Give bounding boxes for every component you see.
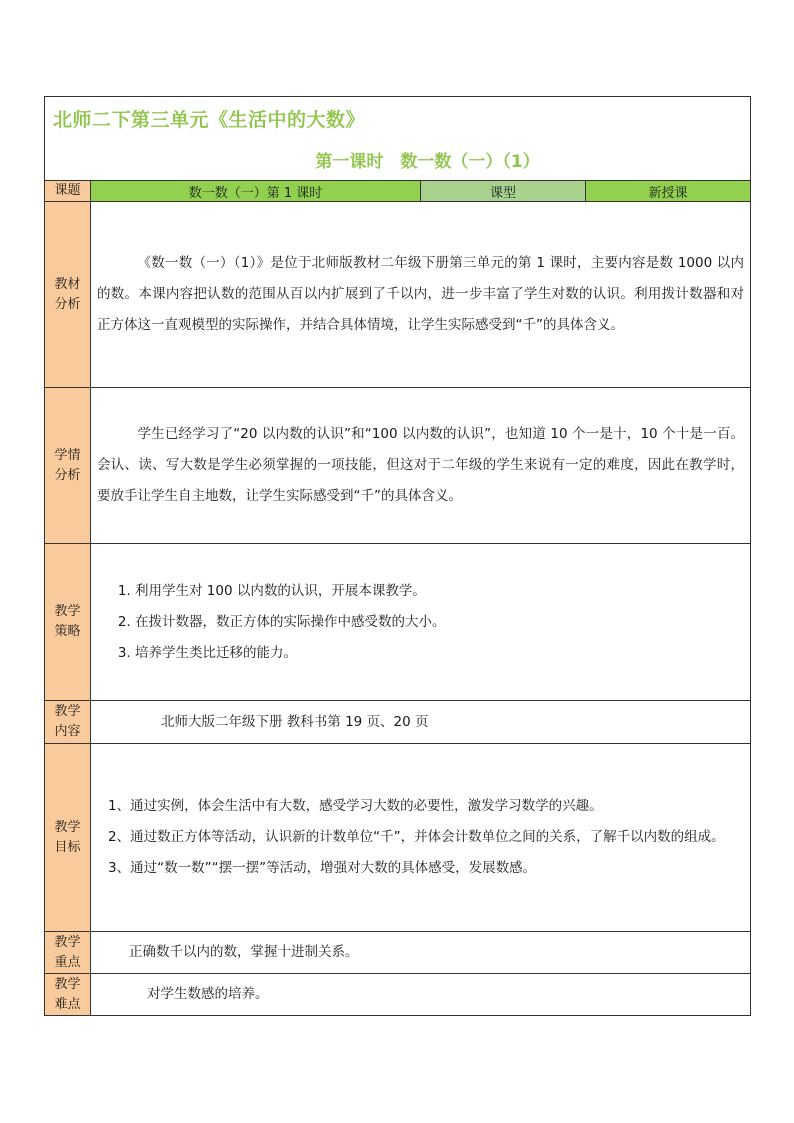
content-text: 北师大版二年级下册 教科书第 19 页、20 页: [161, 713, 429, 730]
strategy-label: 教学 策略: [45, 544, 91, 701]
focus-content: [91, 932, 751, 974]
strategy-row: [45, 544, 751, 701]
type-value: 新授课: [586, 181, 751, 202]
difficulty-row: [45, 974, 751, 1016]
learner-text: 学生已经学习了“20 以内数的认识”和“100 以内数的认识”，也知道 10 个一是十，10 个十是一百。会认、读、写大数是学生必须掌握的一项技能，但这对于二年级的学生来说有一定的难度，因此在教学时，要放手让学生自主地数，让学生实际感受到“千”的具体含义。: [97, 426, 744, 504]
title-block: [45, 97, 751, 181]
type-label: 课型: [421, 181, 586, 202]
content-row: [45, 701, 751, 744]
material-text: 《数一数（一）（1）》是位于北师版教材二年级下册第三单元的第 1 课时，主要内容是数 1000 以内的数。本课内容把认数的范围从百以内扩展到了千以内，进一步丰富了学生对数的认识。利用拨计数器和对正方体这一直观模型的实际操作，并结合具体情境，让学生实际感受到“千”的具体含义。: [97, 255, 744, 333]
focus-row: [45, 932, 751, 974]
learner-content: [91, 388, 751, 544]
header-row: [45, 181, 751, 202]
content-label: 教学 内容: [45, 701, 91, 744]
lesson-plan-table: [44, 96, 751, 1016]
material-content: [91, 202, 751, 388]
strategy-item: 3. 培养学生类比迁移的能力。: [135, 638, 744, 669]
goals-label: 教学 目标: [45, 744, 91, 932]
difficulty-content: [91, 974, 751, 1016]
difficulty-text: 对学生数感的培养。: [147, 986, 269, 1002]
goals-row: [45, 744, 751, 932]
course-value: 数一数（一）第 1 课时: [91, 181, 421, 202]
strategy-item: 2. 在拨计数器，数正方体的实际操作中感受数的大小。: [135, 607, 744, 638]
material-row: [45, 202, 751, 388]
page-title: 北师二下第三单元《生活中的大数》: [53, 109, 366, 131]
course-label: 课题: [45, 181, 91, 202]
focus-label: 教学 重点: [45, 932, 91, 974]
material-label: 教材 分析: [45, 202, 91, 388]
difficulty-label: 教学 难点: [45, 974, 91, 1016]
goal-item: 3、通过“数一数”“摆一摆”等活动，增强对大数的具体感受，发展数感。: [108, 860, 537, 876]
goals-content: [91, 744, 751, 932]
page-subtitle: 第一课时 数一数（一）（1）: [315, 152, 540, 172]
goal-item: 1、通过实例，体会生活中有大数，感受学习大数的必要性，激发学习数学的兴趣。: [108, 798, 603, 814]
strategy-item: 1. 利用学生对 100 以内数的认识，开展本课教学。: [135, 576, 744, 607]
content-content: [91, 701, 751, 744]
learner-label: 学情 分析: [45, 388, 91, 544]
learner-row: [45, 388, 751, 544]
goal-item: 2、通过数正方体等活动，认识新的计数单位“千”，并体会计数单位之间的关系，了解千以内数的组成。: [108, 829, 725, 845]
focus-text: 正确数千以内的数，掌握十进制关系。: [129, 944, 359, 960]
strategy-content: [91, 544, 751, 701]
strategy-list: [97, 576, 744, 669]
